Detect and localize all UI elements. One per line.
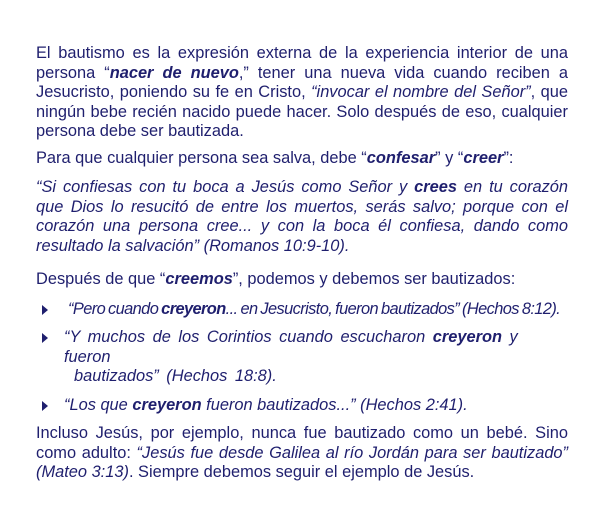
triangle-arrow-right-icon <box>42 333 48 343</box>
emphasis-nacer-de-nuevo: nacer de nuevo <box>109 63 239 82</box>
bullet-list <box>36 300 568 416</box>
emphasis-mateo: “Jesús fue desde Galilea al río Jordán para ser bautizado” (Mateo 3:13) <box>36 443 569 481</box>
triangle-arrow-right-icon <box>42 401 48 411</box>
paragraph-confesar-creer <box>36 149 568 169</box>
emphasis-creer: creer <box>463 148 504 167</box>
text-run: Después de que “ <box>36 270 166 288</box>
text-run: “Los que <box>64 395 133 414</box>
quote-romanos <box>36 178 568 256</box>
emphasis-creyeron: creyeron <box>132 395 202 414</box>
emphasis-crees: crees <box>414 178 457 196</box>
text-run: ... en Jesucristo, fueron bautizados” (Hechos 8:12). <box>225 299 561 318</box>
text-run: fueron bautizados...” (Hechos 2:41). <box>201 395 468 414</box>
emphasis-creyeron: creyeron <box>432 328 502 346</box>
text-run: ,” tener una nueva vida cuando reciben a Jesucristo, poniendo su fe en Cristo, <box>36 63 568 101</box>
paragraph-baptism-meaning <box>36 44 568 142</box>
text-run: en tu corazón que Dios lo resucitó de entre los muertos, serás salvo; porque con el corazón una persona cree... y con la boca él confiesa, dando como resultado la salvación” (Romanos 10:9-10). <box>36 178 568 255</box>
text-run: “Si confiesas con tu boca a Jesús como Señor y <box>36 178 415 196</box>
paragraph-despues-de-creer <box>36 270 568 290</box>
list-item <box>36 396 568 416</box>
text-run: Incluso Jesús, por ejemplo, nunca fue bautizado como un bebé. Sino como adulto: <box>36 424 568 462</box>
emphasis-invocar: “invocar el nombre del Señor” <box>311 83 531 101</box>
emphasis-confesar: confesar <box>366 148 436 167</box>
list-item <box>36 328 568 387</box>
text-run: El bautismo es la expresión externa de la experiencia interior de una persona “ <box>36 44 568 82</box>
triangle-arrow-right-icon <box>42 305 48 315</box>
text-run: ”, podemos y debemos ser bautizados: <box>232 270 516 288</box>
text-run: ” y “ <box>435 148 464 167</box>
text-run: ”: <box>503 148 514 167</box>
emphasis-creemos: creemos <box>165 270 233 288</box>
text-run: “Pero cuando <box>68 299 162 318</box>
text-run: . Siempre debemos seguir el ejemplo de Jesús. <box>128 463 475 481</box>
text-run: “Y muchos de los Corintios cuando escucharon <box>64 328 433 346</box>
paragraph-jesus-example <box>36 424 568 483</box>
emphasis-creyeron: creyeron <box>161 299 226 318</box>
list-item <box>36 300 568 320</box>
text-run: y fueron <box>64 328 518 366</box>
text-run: Para que cualquier persona sea salva, debe “ <box>36 148 367 167</box>
text-run: bautizados” (Hechos 18:8). <box>74 367 277 385</box>
text-run: , que ningún bebe recién nacido puede hacer. Solo después de eso, cualquier persona debe ser bautizada. <box>36 83 568 140</box>
